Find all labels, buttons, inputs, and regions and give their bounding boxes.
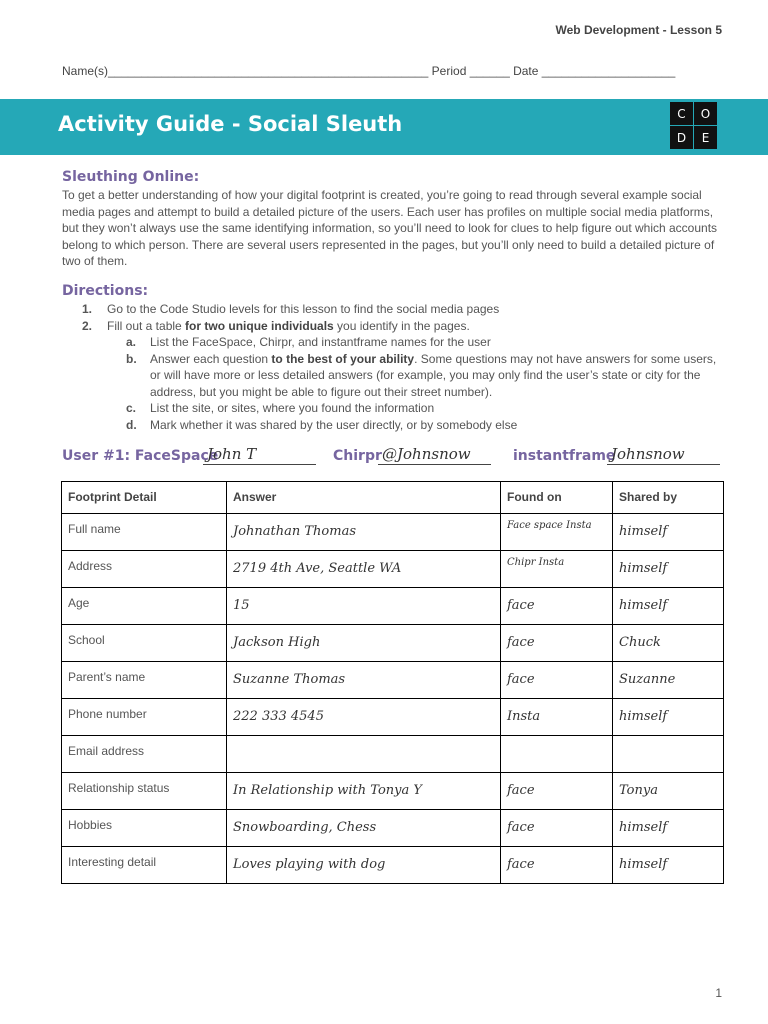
table-row bbox=[62, 662, 724, 699]
column-header: Shared by bbox=[613, 482, 724, 514]
direction-item bbox=[82, 318, 722, 335]
footprint-detail: Interesting detail bbox=[62, 847, 227, 884]
subitem-text: Mark whether it was shared by the user directly, or by somebody else bbox=[150, 417, 518, 432]
table-row bbox=[62, 736, 724, 773]
table-row bbox=[62, 514, 724, 551]
shared-by-cell[interactable]: Tonya bbox=[613, 773, 724, 810]
footprint-detail: Age bbox=[62, 588, 227, 625]
footprint-table bbox=[61, 481, 724, 884]
found-on-cell[interactable]: face bbox=[501, 847, 613, 884]
chirpr-label: Chirpr bbox=[333, 448, 382, 464]
answer-cell[interactable]: In Relationship with Tonya Y bbox=[227, 773, 501, 810]
subitem-letter: d. bbox=[126, 417, 137, 432]
sleuthing-heading: Sleuthing Online: bbox=[62, 169, 200, 185]
table-row bbox=[62, 625, 724, 662]
direction-sublist bbox=[126, 334, 722, 433]
found-on-cell[interactable]: face bbox=[501, 773, 613, 810]
found-on-cell[interactable]: Insta bbox=[501, 699, 613, 736]
logo-letter: C bbox=[670, 102, 693, 125]
logo-letter: O bbox=[694, 102, 717, 125]
found-on-cell[interactable]: face bbox=[501, 810, 613, 847]
direction-text: Fill out a table for two unique individuals you identify in the pages. bbox=[107, 318, 470, 333]
logo-letter: E bbox=[694, 126, 717, 149]
answer-cell[interactable]: 222 333 4545 bbox=[227, 699, 501, 736]
found-on-cell[interactable]: Face space Insta bbox=[501, 514, 613, 551]
lesson-header: Web Development - Lesson 5 bbox=[555, 23, 722, 37]
instantframe-field[interactable] bbox=[607, 445, 720, 465]
answer-cell[interactable]: 15 bbox=[227, 588, 501, 625]
instantframe-value: Johnsnow bbox=[611, 445, 685, 463]
direction-number: 1. bbox=[82, 302, 93, 316]
direction-text: Go to the Code Studio levels for this lesson to find the social media pages bbox=[107, 302, 500, 316]
chirpr-field[interactable] bbox=[378, 445, 491, 465]
table-row bbox=[62, 588, 724, 625]
found-on-cell[interactable]: face bbox=[501, 625, 613, 662]
table-row bbox=[62, 810, 724, 847]
direction-subitem bbox=[126, 351, 722, 401]
shared-by-cell[interactable]: himself bbox=[613, 551, 724, 588]
column-header: Footprint Detail bbox=[62, 482, 227, 514]
shared-by-cell[interactable]: himself bbox=[613, 699, 724, 736]
column-header: Answer bbox=[227, 482, 501, 514]
table-row bbox=[62, 699, 724, 736]
direction-subitem bbox=[126, 334, 722, 351]
facespace-field[interactable] bbox=[203, 445, 316, 465]
subitem-text: Answer each question to the best of your ability. Some questions may not have answers for some users, or will have more or less detailed answers (for example, you may only find the user’s state or city for the address, but you might be able to figure out their street number). bbox=[150, 351, 717, 399]
chirpr-value: @Johnsnow bbox=[382, 445, 471, 463]
user-accounts-row bbox=[62, 443, 742, 469]
footprint-detail: Parent’s name bbox=[62, 662, 227, 699]
footprint-detail: Address bbox=[62, 551, 227, 588]
found-on-cell[interactable]: face bbox=[501, 662, 613, 699]
shared-by-cell[interactable] bbox=[613, 736, 724, 773]
answer-cell[interactable]: Loves playing with dog bbox=[227, 847, 501, 884]
answer-cell[interactable]: Suzanne Thomas bbox=[227, 662, 501, 699]
footprint-detail: Hobbies bbox=[62, 810, 227, 847]
answer-cell[interactable]: Jackson High bbox=[227, 625, 501, 662]
answer-cell[interactable]: Snowboarding, Chess bbox=[227, 810, 501, 847]
found-on-cell[interactable]: face bbox=[501, 588, 613, 625]
footprint-detail: School bbox=[62, 625, 227, 662]
footprint-detail: Full name bbox=[62, 514, 227, 551]
direction-item bbox=[82, 301, 722, 318]
shared-by-cell[interactable]: himself bbox=[613, 847, 724, 884]
direction-number: 2. bbox=[82, 318, 93, 333]
direction-subitem bbox=[126, 400, 722, 417]
page-title: Activity Guide - Social Sleuth bbox=[58, 112, 403, 136]
footprint-detail: Email address bbox=[62, 736, 227, 773]
subitem-letter: a. bbox=[126, 335, 137, 349]
page-number: 1 bbox=[715, 986, 722, 1000]
footprint-detail: Phone number bbox=[62, 699, 227, 736]
instantframe-label: instantframe bbox=[513, 448, 616, 464]
subitem-letter: c. bbox=[126, 401, 137, 415]
footprint-detail: Relationship status bbox=[62, 773, 227, 810]
shared-by-cell[interactable]: Suzanne bbox=[613, 662, 724, 699]
table-header-row bbox=[62, 482, 724, 514]
subitem-text: List the site, or sites, where you found the information bbox=[150, 401, 435, 415]
shared-by-cell[interactable]: himself bbox=[613, 810, 724, 847]
found-on-cell[interactable]: Chipr Insta bbox=[501, 551, 613, 588]
directions-list bbox=[82, 301, 722, 433]
subitem-letter: b. bbox=[126, 351, 137, 366]
direction-subitem bbox=[126, 417, 722, 434]
column-header: Found on bbox=[501, 482, 613, 514]
names-period-date-line: Name(s)________________________________________________ Period ______ Date ____________________ bbox=[62, 64, 676, 78]
logo-letter: D bbox=[670, 126, 693, 149]
found-on-cell[interactable] bbox=[501, 736, 613, 773]
facespace-label: User #1: FaceSpace bbox=[62, 448, 219, 464]
subitem-text: List the FaceSpace, Chirpr, and instantframe names for the user bbox=[150, 335, 491, 349]
answer-cell[interactable] bbox=[227, 736, 501, 773]
shared-by-cell[interactable]: himself bbox=[613, 588, 724, 625]
directions-heading: Directions: bbox=[62, 283, 149, 299]
title-banner bbox=[0, 99, 768, 155]
shared-by-cell[interactable]: Chuck bbox=[613, 625, 724, 662]
answer-cell[interactable]: Johnathan Thomas bbox=[227, 514, 501, 551]
shared-by-cell[interactable]: himself bbox=[613, 514, 724, 551]
code-logo bbox=[670, 102, 717, 150]
table-row bbox=[62, 773, 724, 810]
table-row bbox=[62, 847, 724, 884]
facespace-value: John T bbox=[207, 445, 257, 463]
sleuthing-paragraph: To get a better understanding of how your digital footprint is created, you’re going to read through several example social media pages and attempt to build a detailed picture of the users. Each user has profiles on multiple social media platforms, but they won’t always use the same identifying information, so you’ll need to look for clues to help figure out which accounts belong to which person. There are several users represented in the pages, but you’ll only need to build a detailed picture of two of them. bbox=[62, 188, 718, 268]
answer-cell[interactable]: 2719 4th Ave, Seattle WA bbox=[227, 551, 501, 588]
table-row bbox=[62, 551, 724, 588]
